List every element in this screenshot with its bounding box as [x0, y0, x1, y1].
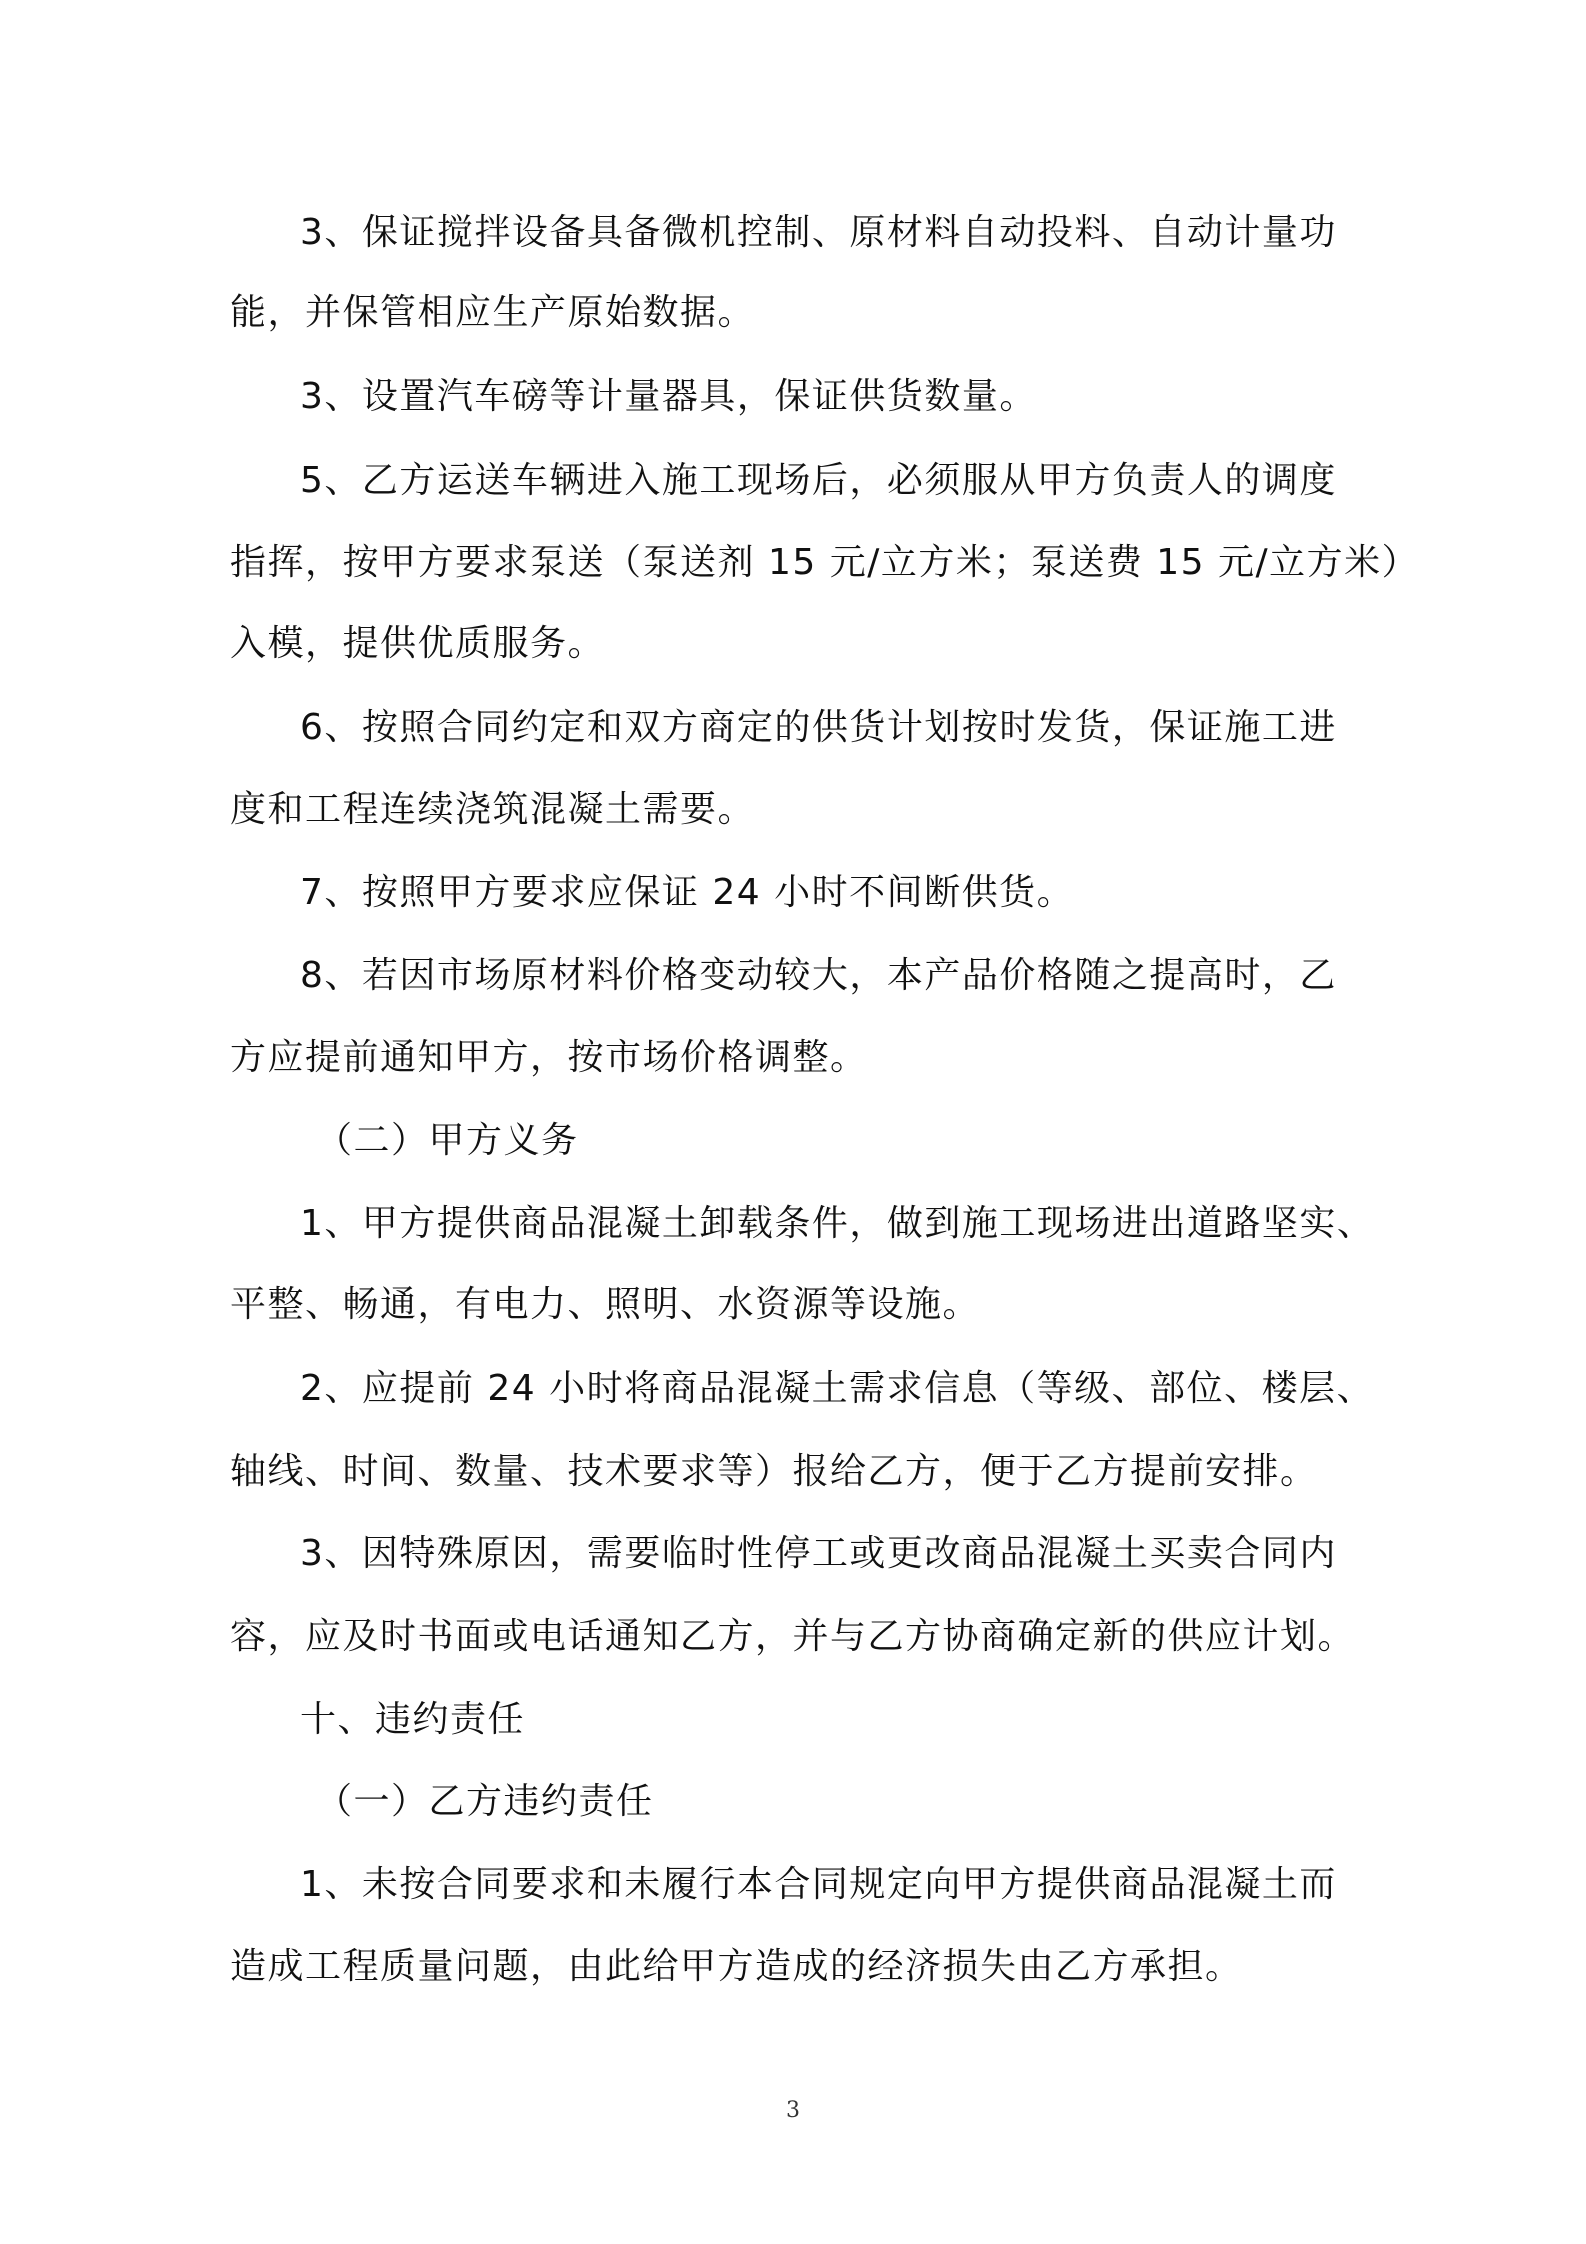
- text-line: 平整、畅通，有电力、照明、水资源等设施。: [230, 1284, 981, 1325]
- text-line: 2、应提前 24 小时将商品混凝土需求信息（等级、部位、楼层、: [300, 1368, 1375, 1409]
- text-line: 方应提前通知甲方，按市场价格调整。: [230, 1037, 868, 1078]
- heading-text: 十、违约责任: [300, 1699, 526, 1740]
- text-line: 造成工程质量问题，由此给甲方造成的经济损失由乙方承担。: [230, 1946, 1243, 1987]
- heading-text: （一）乙方违约责任: [316, 1781, 654, 1822]
- text-line: 1、甲方提供商品混凝土卸载条件，做到施工现场进出道路坚实、: [300, 1203, 1375, 1244]
- text-line: 7、按照甲方要求应保证 24 小时不间断供货。: [300, 872, 1075, 913]
- text-line: 3、设置汽车磅等计量器具，保证供货数量。: [300, 376, 1037, 417]
- text-line: 容，应及时书面或电话通知乙方，并与乙方协商确定新的供应计划。: [230, 1616, 1356, 1657]
- page-number: 3: [786, 2098, 800, 2123]
- text-line: 指挥，按甲方要求泵送（泵送剂 15 元/立方米；泵送费 15 元/立方米）: [230, 542, 1420, 583]
- text-line: 3、保证搅拌设备具备微机控制、原材料自动投料、自动计量功: [300, 212, 1337, 253]
- text-line: 1、未按合同要求和未履行本合同规定向甲方提供商品混凝土而: [300, 1864, 1337, 1905]
- text-line: 6、按照合同约定和双方商定的供货计划按时发货，保证施工进: [300, 707, 1337, 748]
- text-line: 度和工程连续浇筑混凝土需要。: [230, 789, 756, 830]
- text-line: 入模，提供优质服务。: [230, 623, 606, 664]
- text-line: 3、因特殊原因，需要临时性停工或更改商品混凝土买卖合同内: [300, 1533, 1337, 1574]
- text-line: 轴线、时间、数量、技术要求等）报给乙方，便于乙方提前安排。: [230, 1451, 1318, 1492]
- text-line: 5、乙方运送车辆进入施工现场后，必须服从甲方负责人的调度: [300, 460, 1337, 501]
- text-line: 8、若因市场原材料价格变动较大，本产品价格随之提高时，乙: [300, 955, 1337, 996]
- text-line: 能，并保管相应生产原始数据。: [230, 292, 756, 333]
- heading-text: （二）甲方义务: [316, 1120, 579, 1161]
